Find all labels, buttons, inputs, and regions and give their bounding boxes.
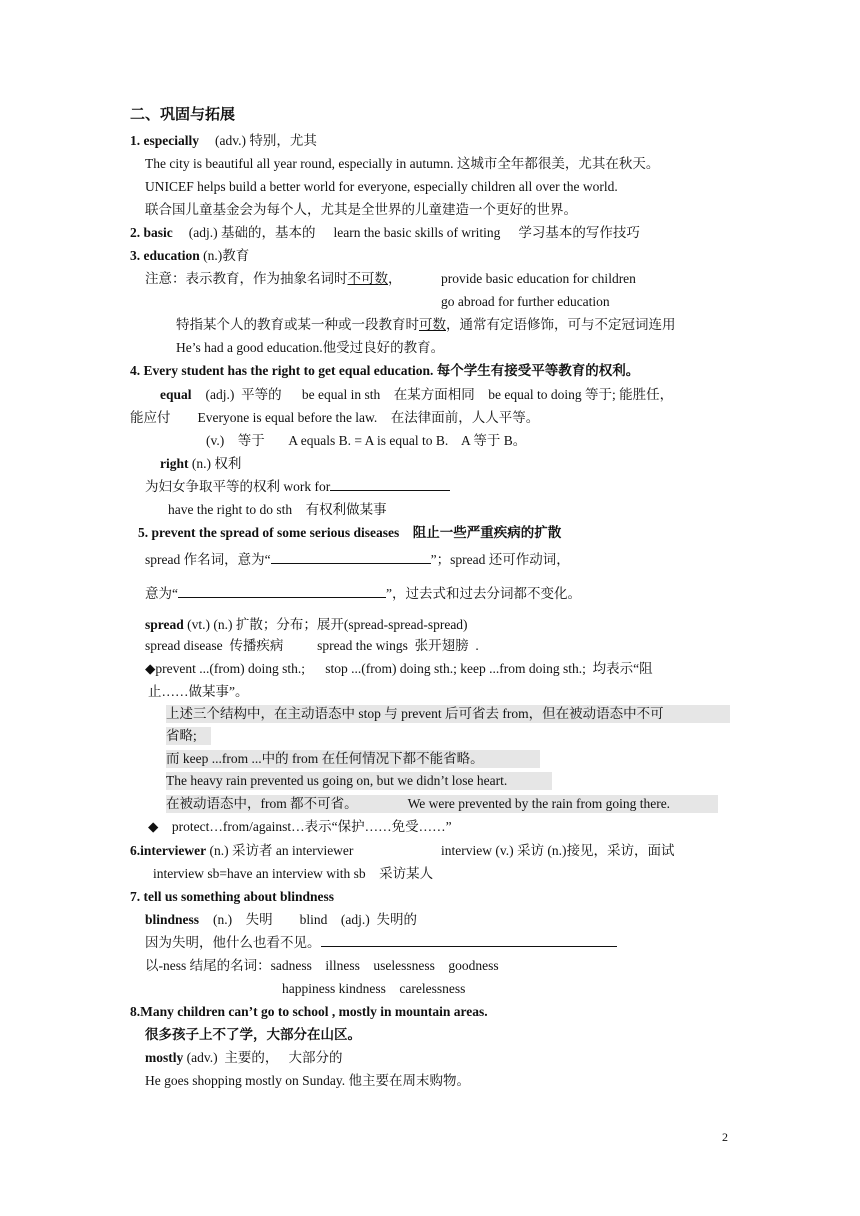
item-4-equal-verb: (v.) 等于 A equals B. = A is equal to B. A 等于 B。 (206, 433, 527, 448)
item-1-example-3: 联合国儿童基金会为每个人，尤其是全世界的儿童建造一个更好的世界。 (145, 202, 577, 217)
item-5-heading: 5. prevent the spread of some serious diseases 阻止一些严重疾病的扩散 (138, 525, 562, 540)
item-3-pos: (n.)教育 (203, 248, 250, 263)
item-5-protect: ◆ protect…from/against…表示“保护……免受……” (148, 819, 452, 834)
q1-text: spread 作名词，意为“ (145, 552, 271, 567)
q1-tail: ”；spread 还可作动词， (430, 552, 570, 567)
item-6-heading (130, 842, 353, 860)
item-6-word: 6.interviewer (130, 843, 207, 858)
item-1-heading (130, 132, 317, 150)
item-5-question-1 (145, 551, 570, 569)
highlight-line-4: The heavy rain prevented us going on, but we didn’t lose heart. (166, 772, 552, 790)
item-7-question (145, 934, 617, 952)
item-2-phrase: learn the basic skills of writing (333, 225, 501, 240)
answer-blank[interactable] (178, 585, 386, 598)
item-4-equal-line-2: 能应付 Everyone is equal before the law. 在法律面前，人人平等。 (130, 410, 540, 425)
item-8-heading: 8.Many children can’t go to school , mostly in mountain areas. (130, 1004, 488, 1019)
highlight-line-2: 省略; (166, 727, 211, 745)
blindness-word: blindness (145, 912, 200, 927)
item-3-note-text: 注意：表示教育，作为抽象名词时 (145, 271, 348, 286)
spread-word: spread (145, 617, 184, 632)
item-8-mostly (145, 1049, 342, 1067)
item-7-ness-1: 以-ness 结尾的名词：sadness illness uselessness goodness (145, 958, 499, 973)
item-1-example-1: The city is beautiful all year round, especially in autumn. 这城市全年都很美，尤其在秋天。 (145, 156, 660, 171)
item-5-prevent-line-2: 止……做某事”。 (148, 684, 249, 699)
item-3-note2-tail: ，通常有定语修饰，可与不定冠词连用 (446, 317, 676, 332)
item-3-note (145, 270, 402, 288)
item-7-blindness (145, 911, 417, 929)
item-7-ness-2: happiness kindness carelessness (282, 981, 466, 996)
item-6-pos: (n.) 采访者 an interviewer (209, 843, 354, 858)
mostly-word: mostly (145, 1050, 184, 1065)
item-3-example-3: He’s had a good education.他受过良好的教育。 (176, 340, 445, 355)
item-4-equal-line (160, 386, 673, 404)
item-7-heading: 7. tell us something about blindness (130, 889, 335, 904)
item-3-note-2 (176, 316, 676, 334)
item-4-right-line (160, 455, 241, 473)
item-2-line (130, 224, 640, 242)
item-1-word: 1. especially (130, 133, 199, 148)
q2-tail: ”，过去式和过去分词都不变化。 (386, 586, 581, 601)
right-example-text: 为妇女争取平等的权利 work for (145, 479, 331, 494)
item-5-prevent-line-1: ◆prevent ...(from) doing sth.; stop ...(from) doing sth.; keep ...from doing sth.; 均表示“阻 (145, 661, 653, 676)
item-6-example: interview sb=have an interview with sb 采访某人 (153, 866, 434, 881)
equal-definition: (adj.) 平等的 be equal in sth 在某方面相同 be equal to doing 等于; 能胜任， (205, 387, 674, 402)
section-title: 二、巩固与拓展 (130, 107, 236, 123)
item-1-example-2: UNICEF helps build a better world for everyone, especially children all over the world. (145, 179, 618, 194)
item-2-pos: (adj.) 基础的，基本的 (188, 225, 316, 240)
item-3-note2-underline: 可数 (419, 317, 446, 332)
answer-blank[interactable] (330, 478, 450, 491)
item-7-question-text: 因为失明，他什么也看不见。 (145, 935, 321, 950)
item-3-word: 3. education (130, 248, 200, 263)
q2-text: 意为“ (145, 586, 178, 601)
item-5-spread-def (145, 616, 468, 634)
item-8-translation: 很多孩子上不了学，大部分在山区。 (145, 1027, 361, 1042)
equal-word: equal (160, 387, 192, 402)
highlight-line-5 (166, 795, 718, 813)
page-number: 2 (722, 1130, 728, 1144)
item-4-heading: 4. Every student has the right to get equal education. 每个学生有接受平等教育的权利。 (130, 363, 640, 378)
answer-blank[interactable] (271, 551, 431, 564)
item-3-note-underline: 不可数 (347, 271, 388, 286)
mostly-pos: (adv.) 主要的， 大部分的 (186, 1050, 343, 1065)
spread-definition: (vt.) (n.) 扩散；分布；展开(spread-spread-spread) (187, 617, 468, 632)
item-4-right-example-2: have the right to do sth 有权利做某事 (168, 502, 387, 517)
hl5-chinese: 在被动语态中，from 都不可省。 (166, 796, 358, 811)
right-word: right (160, 456, 189, 471)
item-4-right-example-1 (145, 478, 450, 496)
item-8-example: He goes shopping mostly on Sunday. 他主要在周末购物。 (145, 1073, 470, 1088)
item-5-question-2 (145, 585, 581, 603)
item-6-interview: interview (v.) 采访 (n.)接见，采访，面试 (441, 843, 675, 858)
item-2-translation: 学习基本的写作技巧 (518, 225, 640, 240)
answer-blank[interactable] (321, 934, 617, 947)
item-3-example-2: go abroad for further education (441, 294, 610, 309)
item-3-note-comma: ， (388, 271, 402, 286)
highlight-line-3: 而 keep ...from ...中的 from 在任何情况下都不能省略。 (166, 750, 540, 768)
item-2-word: 2. basic (130, 225, 173, 240)
item-3-heading (130, 247, 249, 265)
item-1-pos: (adv.) 特别，尤其 (215, 133, 317, 148)
hl5-english: We were prevented by the rain from going there. (407, 796, 671, 811)
highlight-line-1: 上述三个结构中，在主动语态中 stop 与 prevent 后可省去 from，但在被动语态中不可 (166, 705, 730, 723)
item-3-note2-text: 特指某个人的教育或某一种或一段教育时 (176, 317, 419, 332)
item-3-example-1: provide basic education for children (441, 271, 636, 286)
blindness-line: (n.) 失明 blind (adj.) 失明的 (213, 912, 418, 927)
item-5-spread-example: spread disease 传播疾病 spread the wings 张开翅膀 . (145, 638, 479, 653)
right-pos: (n.) 权利 (191, 456, 242, 471)
